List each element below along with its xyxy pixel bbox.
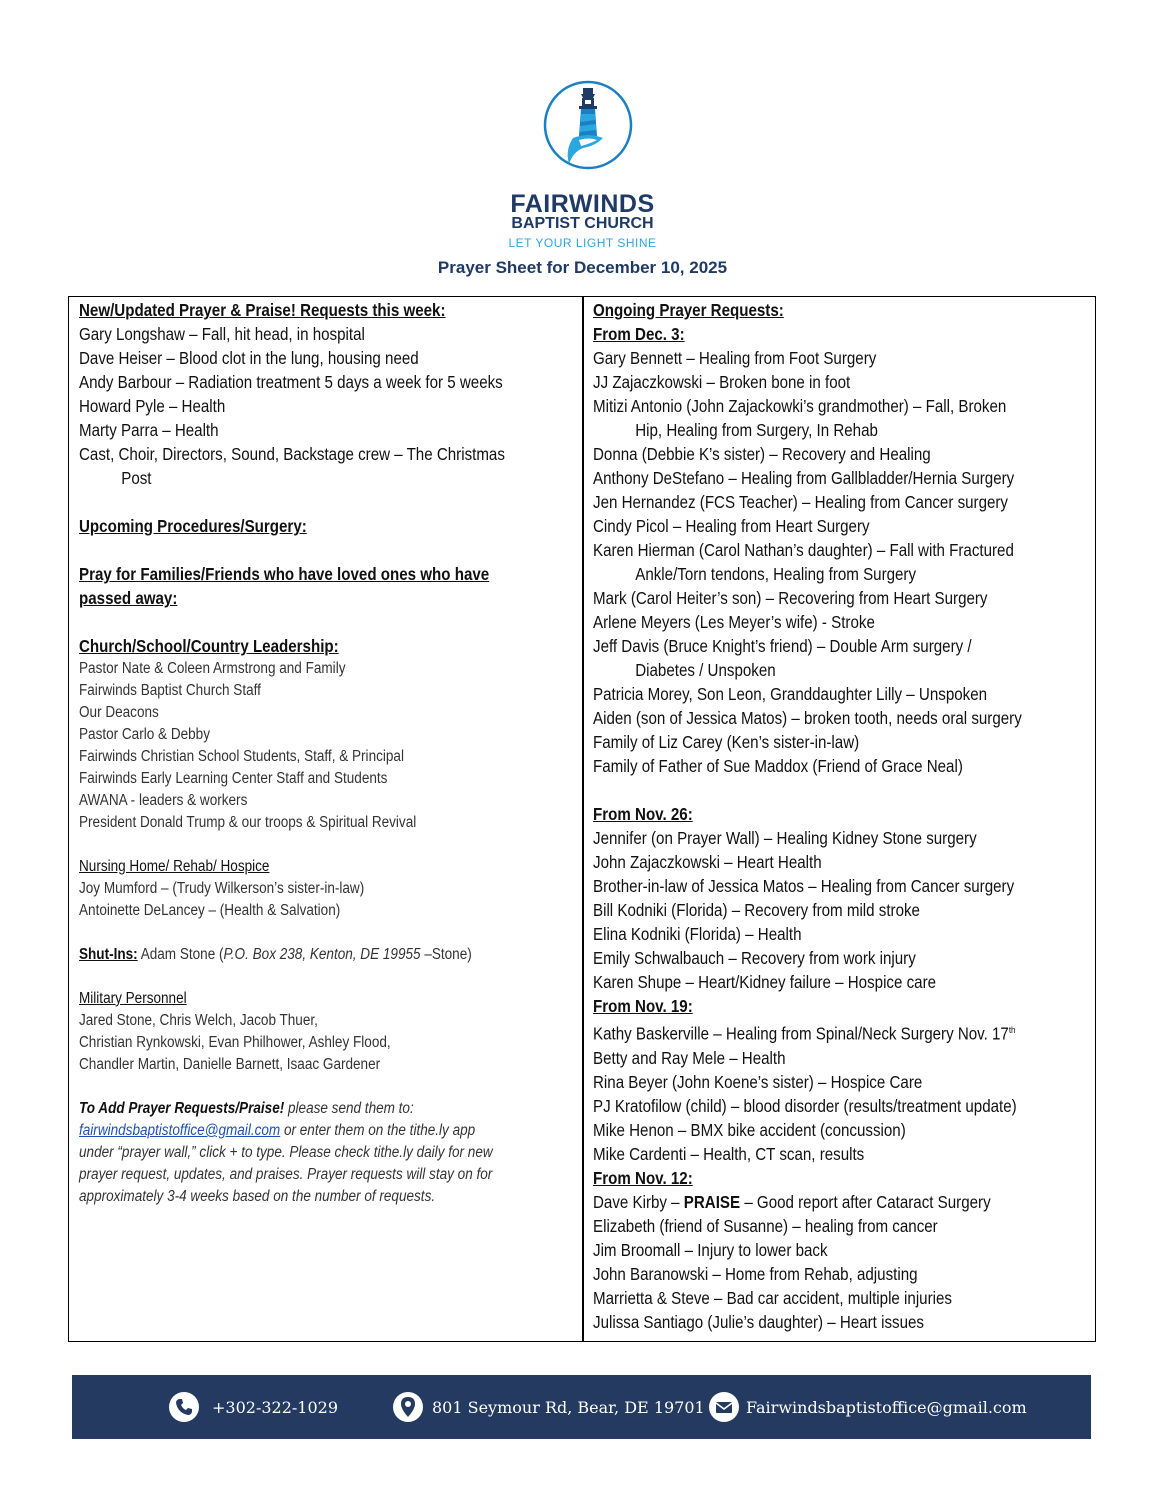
right-column	[593, 298, 1093, 1334]
list-item	[593, 1190, 1095, 1214]
list-item: Julissa Santiago (Julie’s daughter) – Heart issues	[593, 1311, 924, 1332]
list-item: JJ Zajaczkowski – Broken bone in foot	[593, 372, 851, 392]
list-item: John Baranowski – Home from Rehab, adjusting	[593, 1263, 918, 1284]
list-item: Mitizi Antonio (John Zajackowki’s grandmother) – Fall, Broken	[593, 396, 1007, 416]
list-item: President Donald Trump & our troops & Spiritual Revival	[79, 814, 417, 831]
instructions-line: prayer request, updates, and praises. Prayer requests will stay on for	[79, 1166, 493, 1183]
list-item: Diabetes / Unspoken	[635, 660, 776, 680]
list-item: Cast, Choir, Directors, Sound, Backstage crew – The Christmas	[79, 444, 505, 464]
list-item: Jeff Davis (Bruce Knight’s friend) – Double Arm surgery /	[593, 636, 972, 656]
list-item: Family of Liz Carey (Ken’s sister-in-law)	[593, 732, 860, 752]
list-item: Aiden (son of Jessica Matos) – broken tooth, needs oral surgery	[593, 708, 1022, 728]
list-item: Jen Hernandez (FCS Teacher) – Healing from Cancer surgery	[593, 492, 1009, 512]
list-item: Ankle/Torn tendons, Healing from Surgery	[635, 564, 917, 584]
list-item: Bill Kodniki (Florida) – Recovery from mild stroke	[593, 900, 920, 920]
instructions-line: under “prayer wall,” click + to type. Please check tithe.ly daily for new	[79, 1144, 493, 1161]
list-item: Karen Shupe – Heart/Kidney failure – Hospice care	[593, 972, 937, 992]
list-item: Anthony DeStefano – Healing from Gallbladder/Hernia Surgery	[593, 468, 1015, 488]
phone-number: +302-322-1029	[212, 1397, 339, 1417]
list-item: Antoinette DeLancey – (Health & Salvation)	[79, 902, 341, 919]
list-item: Mike Cardenti – Health, CT scan, results	[593, 1143, 865, 1164]
list-item: Gary Longshaw – Fall, hit head, in hospital	[79, 324, 365, 344]
shut-ins-address: P.O. Box 238, Kenton, DE 19955	[223, 946, 421, 963]
church-name: FAIRWINDS	[510, 190, 655, 218]
list-item: Hip, Healing from Surgery, In Rehab	[635, 420, 878, 440]
phone-icon	[168, 1391, 200, 1423]
instructions-line: approximately 3-4 weeks based on the number of requests.	[79, 1188, 436, 1205]
praise-label: PRAISE	[683, 1191, 741, 1212]
list-item: Marty Parra – Health	[79, 420, 219, 440]
list-item: Our Deacons	[79, 704, 159, 721]
ongoing-heading: Ongoing Prayer Requests:	[593, 300, 784, 320]
list-item: Elina Kodniki (Florida) – Health	[593, 924, 802, 944]
shut-ins-tail: –Stone)	[420, 946, 472, 963]
location-pin-icon	[392, 1391, 424, 1423]
new-requests-heading: New/Updated Prayer & Praise! Requests this week:	[79, 300, 446, 320]
instructions-text: or enter them on the tithe.ly app	[280, 1122, 476, 1139]
list-item: Jennifer (on Prayer Wall) – Healing Kidney Stone surgery	[593, 828, 977, 848]
list-item: Jim Broomall – Injury to lower back	[593, 1239, 828, 1260]
list-item: Betty and Ray Mele – Health	[593, 1047, 786, 1068]
shut-ins-line	[79, 944, 581, 966]
footer-phone[interactable]	[168, 1375, 338, 1439]
list-item: Christian Rynkowski, Evan Philhower, Ashley Flood,	[79, 1034, 391, 1051]
contact-footer	[72, 1375, 1091, 1439]
instructions-text: please send them to:	[284, 1100, 414, 1117]
address-text: 801 Seymour Rd, Bear, DE 19701	[432, 1397, 705, 1417]
instructions-line	[79, 1098, 581, 1120]
shut-ins-name: Adam Stone (	[137, 946, 224, 963]
list-item: Post	[121, 468, 152, 488]
nursing-heading: Nursing Home/ Rehab/ Hospice	[79, 858, 270, 875]
list-item: Pastor Nate & Coleen Armstrong and Family	[79, 660, 346, 677]
page-title: Prayer Sheet for December 10, 2025	[437, 258, 728, 277]
list-item-text: Kathy Baskerville – Healing from Spinal/Neck Surgery Nov. 17	[593, 1023, 1009, 1044]
list-item: Andy Barbour – Radiation treatment 5 days a week for 5 weeks	[79, 372, 503, 392]
list-item: Fairwinds Baptist Church Staff	[79, 682, 261, 699]
list-item: Mark (Carol Heiter’s son) – Recovering from Heart Surgery	[593, 588, 988, 608]
list-item-text: Dave Kirby –	[593, 1191, 684, 1212]
list-item: AWANA - leaders & workers	[79, 792, 248, 809]
families-heading: Pray for Families/Friends who have loved ones who have	[79, 564, 490, 584]
tagline: LET YOUR LIGHT SHINE	[508, 236, 657, 250]
footer-address[interactable]	[392, 1375, 705, 1439]
list-item: Cindy Picol – Healing from Heart Surgery	[593, 516, 870, 536]
list-item: PJ Kratofilow (child) – blood disorder (results/treatment update)	[593, 1095, 1017, 1116]
footer-email[interactable]	[708, 1375, 1027, 1439]
list-item: Fairwinds Christian School Students, Staff, & Principal	[79, 748, 404, 765]
left-column	[79, 298, 579, 1208]
list-item: Patricia Morey, Son Leon, Granddaughter Lilly – Unspoken	[593, 684, 988, 704]
military-heading: Military Personnel	[79, 990, 187, 1007]
procedures-heading: Upcoming Procedures/Surgery:	[79, 516, 307, 536]
email-link[interactable]: fairwindsbaptistoffice@gmail.com	[79, 1122, 281, 1139]
email-address: Fairwindsbaptistoffice@gmail.com	[746, 1397, 1027, 1417]
instructions-line	[79, 1120, 581, 1142]
church-name-subtitle: BAPTIST CHURCH	[511, 215, 654, 232]
envelope-icon	[708, 1391, 740, 1423]
list-item: John Zajaczkowski – Heart Health	[593, 852, 822, 872]
list-item: Pastor Carlo & Debby	[79, 726, 210, 743]
list-item: Elizabeth (friend of Susanne) – healing from cancer	[593, 1215, 938, 1236]
list-item: Gary Bennett – Healing from Foot Surgery	[593, 348, 877, 368]
list-item: Family of Father of Sue Maddox (Friend of Grace Neal)	[593, 756, 963, 776]
list-item: Mike Henon – BMX bike accident (concussion)	[593, 1119, 906, 1140]
list-item: Brother-in-law of Jessica Matos – Healing from Cancer surgery	[593, 876, 1015, 896]
list-item: Donna (Debbie K’s sister) – Recovery and Healing	[593, 444, 931, 464]
list-item: Emily Schwalbauch – Recovery from work injury	[593, 948, 916, 968]
list-item: Fairwinds Early Learning Center Staff and Students	[79, 770, 388, 787]
families-heading: passed away:	[79, 588, 178, 608]
list-item-text: – Good report after Cataract Surgery	[740, 1191, 991, 1212]
list-item: Marrietta & Steve – Bad car accident, multiple injuries	[593, 1287, 952, 1308]
section-heading-dec3: From Dec. 3:	[593, 324, 685, 344]
section-heading-nov26: From Nov. 26:	[593, 804, 693, 824]
lighthouse-icon	[543, 80, 633, 170]
list-item: Chandler Martin, Danielle Barnett, Isaac Gardener	[79, 1056, 381, 1073]
shut-ins-label: Shut-Ins:	[79, 946, 138, 963]
list-item: Howard Pyle – Health	[79, 396, 226, 416]
column-divider	[582, 296, 584, 1342]
instructions-bold: To Add Prayer Requests/Praise!	[79, 1100, 285, 1117]
leadership-heading: Church/School/Country Leadership:	[79, 636, 339, 656]
list-item: Karen Hierman (Carol Nathan’s daughter) – Fall with Fractured	[593, 540, 1014, 560]
list-item: Jared Stone, Chris Welch, Jacob Thuer,	[79, 1012, 318, 1029]
list-item: Joy Mumford – (Trudy Wilkerson’s sister-in-law)	[79, 880, 365, 897]
section-heading-nov19: From Nov. 19:	[593, 996, 693, 1016]
ordinal-suffix: th	[1008, 1025, 1016, 1035]
list-item	[593, 1018, 1095, 1046]
list-item: Rina Beyer (John Koene’s sister) – Hospice Care	[593, 1071, 923, 1092]
list-item: Arlene Meyers (Les Meyer’s wife) - Stroke	[593, 612, 875, 632]
list-item: Dave Heiser – Blood clot in the lung, housing need	[79, 348, 419, 368]
section-heading-nov12: From Nov. 12:	[593, 1167, 693, 1188]
